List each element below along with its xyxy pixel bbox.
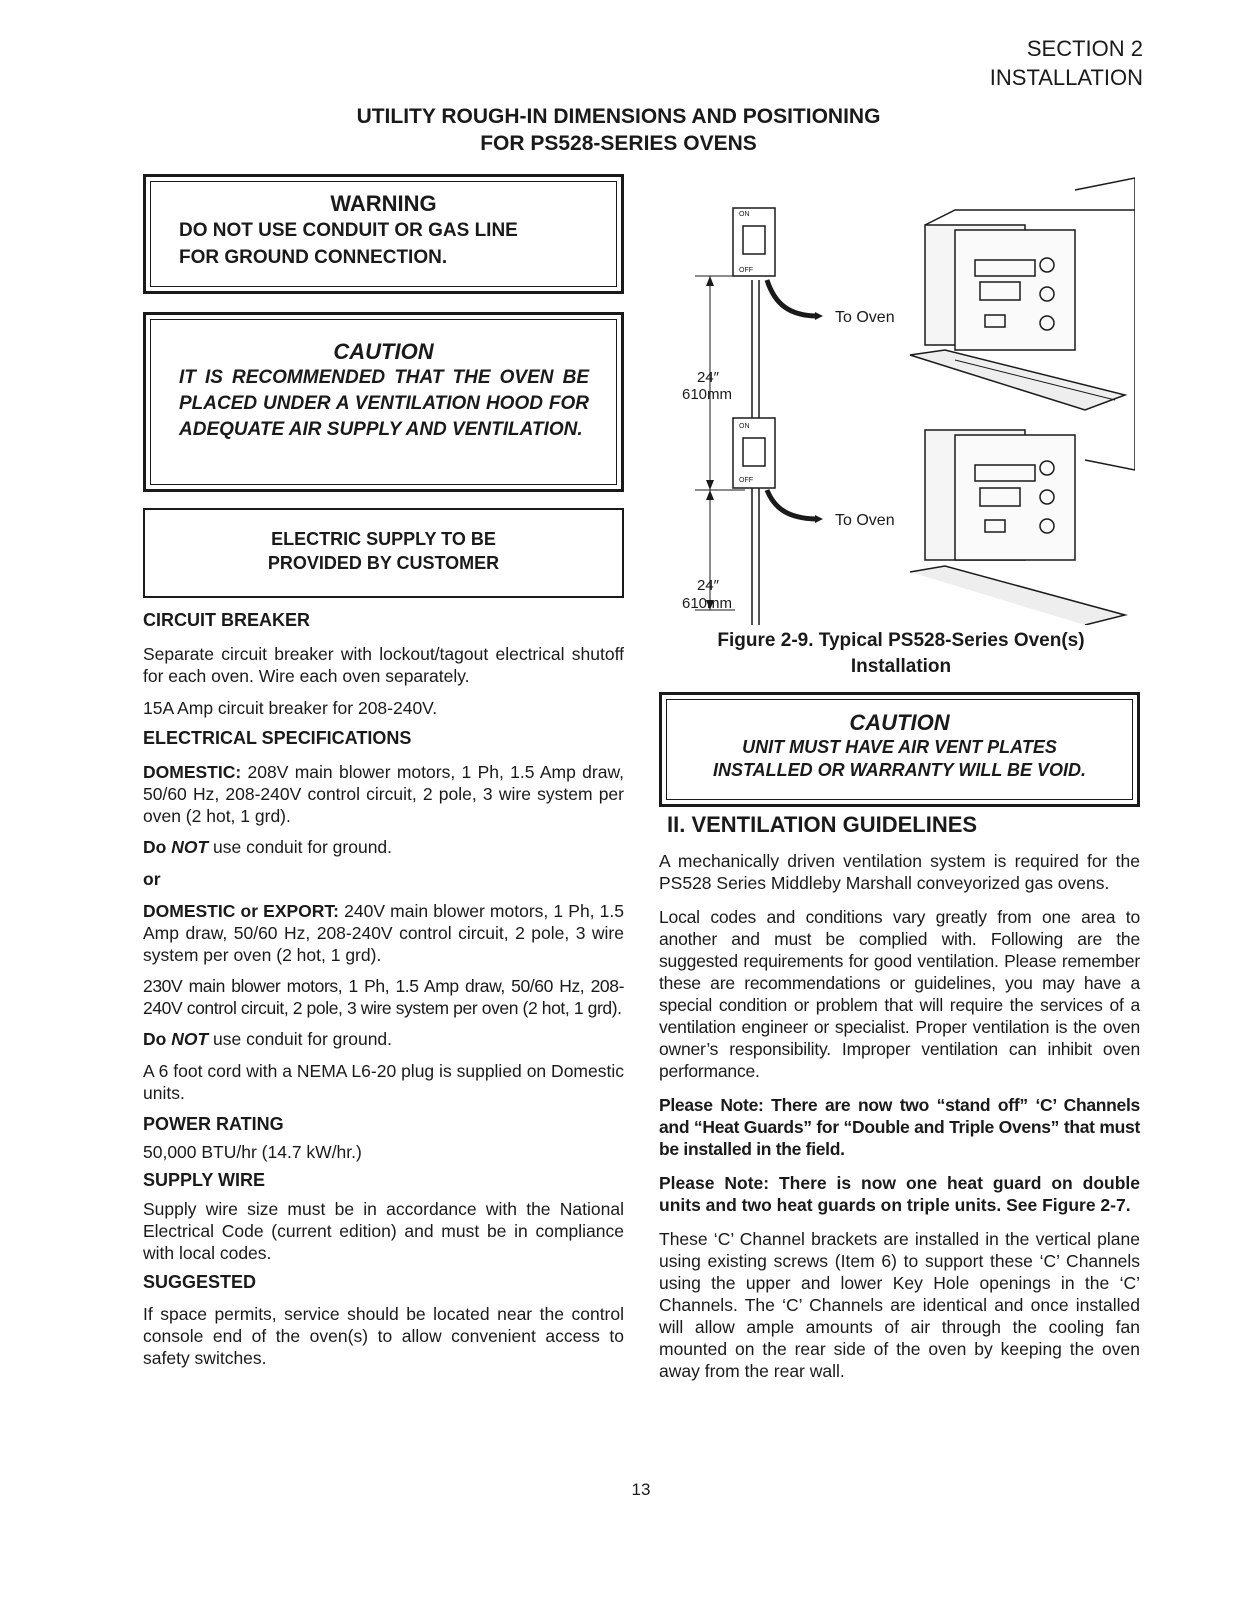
warning-line-1: DO NOT USE CONDUIT OR GAS LINE [179,220,518,241]
domestic-text: 208V main blower motors, 1 Ph, 1.5 Amp draw, 50/60 Hz, 208-240V control circuit, 2 pole, 3 wire system per oven (2 hot, 1 grd). [143,762,624,826]
page-title [0,103,1237,157]
do-label: Do [143,837,172,857]
caution-heading: CAUTION [333,339,434,364]
circuit-breaker-heading: CIRCUIT BREAKER [143,610,311,630]
caution-box-ventilation [143,312,624,492]
power-rating-text: 50,000 BTU/hr (14.7 kW/hr.) [143,1142,362,1162]
switch-on-label-1: ON [739,211,750,218]
caution-2-line-1: UNIT MUST HAVE AIR VENT PLATES [742,737,1057,757]
figure-caption-line-1: Figure 2-9. Typical PS528-Series Oven(s) [717,630,1085,651]
conduit-note-1 [143,836,624,858]
warning-line-2: FOR GROUND CONNECTION. [179,247,448,268]
not-label: NOT [171,837,209,857]
c-channel-text: These ‘C’ Channel brackets are installed in the vertical plane using existing screws (Item 6) to support these ‘C’ Channels using the upper and lower Key Hole openings in the ‘C’ Channels. The ‘C’ Channels are identical and once installed will allow ample amounts of air through the cooling fan mounted on the rear side of the oven by keeping the oven away from the rear wall. [659,1229,1140,1381]
warning-box [143,174,624,294]
switch-on-label-2: ON [739,423,750,430]
power-rating-heading: POWER RATING [143,1114,284,1134]
switch-off-label-2: OFF [739,477,753,484]
circuit-breaker-amp: 15A Amp circuit breaker for 208-240V. [143,698,438,718]
dimension-1-mm: 610mm [682,386,733,403]
conduit-text: use conduit for ground. [208,837,393,857]
supply-wire-text: Supply wire size must be in accordance with the National Electrical Code (current edition) and must be in compliance with local codes. [143,1199,624,1263]
note-c-channels: Please Note: There are now two “stand off” ‘C’ Channels and “Heat Guards” for “Double and Triple Ovens” that must be installed in the field. [659,1095,1140,1159]
to-oven-label-1: To Oven [835,309,895,326]
page-title-line-1: UTILITY ROUGH-IN DIMENSIONS AND POSITIONING [356,105,881,128]
v230-spec: 230V main blower motors, 1 Ph, 1.5 Amp draw, 50/60 Hz, 208-240V control circuit, 2 pole, 3 wire system per oven (2 hot, 1 grd). [143,976,624,1018]
export-text: 240V main blower motors, 1 Ph, 1.5 Amp draw, 50/60 Hz, 208-240V control circuit, 2 pole, 3 wire system per oven (2 hot, 1 grd). [143,901,625,965]
suggested-heading: SUGGESTED [143,1272,257,1292]
figure-caption-line-2: Installation [850,656,952,677]
or-label: or [143,869,161,889]
conduit-note-2 [143,1028,624,1050]
caution-2-heading: CAUTION [849,710,950,735]
right-column [659,850,1140,1382]
domestic-label: DOMESTIC: [143,762,242,782]
to-oven-label-2: To Oven [835,512,895,529]
supply-line-2: PROVIDED BY CUSTOMER [267,553,500,573]
caution-text: IT IS RECOMMENDED THAT THE OVEN BE PLACED UNDER A VENTILATION HOOD FOR ADEQUATE AIR SUPPLY AND VENTILATION. [179,367,589,440]
ventilation-codes: Local codes and conditions vary greatly from one area to another and must be complied with. Following are the suggested requirements for good ventilation. Please remember these are recommendations or guidelines, you may have a special condition or problem that will require the services of a ventilation engineer or specialist. Proper ventilation is the oven owner’s responsibility. Improper ventilation can inhibit oven performance. [659,907,1140,1081]
do-label-2: Do [143,1029,172,1049]
not-label-2: NOT [171,1029,209,1049]
electrical-specifications-heading: ELECTRICAL SPECIFICATIONS [143,728,412,748]
caution-box-vent-plates [659,692,1140,807]
circuit-breaker-text: Separate circuit breaker with lockout/tagout electrical shutoff for each oven. Wire each oven separately. [143,644,624,686]
ventilation-intro: A mechanically driven ventilation system is required for the PS528 Series Middleby Marshall conveyorized gas ovens. [659,851,1140,893]
warning-heading: WARNING [330,191,437,216]
figure-caption [659,628,1143,680]
export-spec [143,900,624,966]
dimension-1-inches: 24″ [697,369,719,386]
ventilation-heading: II. VENTILATION GUIDELINES [667,812,978,837]
section-label: SECTION 2 [1026,36,1143,61]
export-label: DOMESTIC or EXPORT: [143,901,339,921]
page-title-line-2: FOR PS528-SERIES OVENS [480,132,757,155]
electric-supply-box [143,508,624,598]
page-number: 13 [631,1480,651,1499]
caution-2-line-2: INSTALLED OR WARRANTY WILL BE VOID. [713,760,1086,780]
cord-text: A 6 foot cord with a NEMA L6-20 plug is supplied on Domestic units. [143,1061,624,1103]
conduit-text-2: use conduit for ground. [208,1029,393,1049]
note-heat-guard: Please Note: There is now one heat guard on double units and two heat guards on triple units. See Figure 2-7. [659,1173,1140,1215]
subsection-label: INSTALLATION [989,65,1143,90]
oven-installation-figure [655,170,1135,625]
supply-line-1: ELECTRIC SUPPLY TO BE [271,529,496,549]
dimension-2-inches: 24″ [697,577,719,594]
supply-wire-heading: SUPPLY WIRE [143,1170,266,1190]
switch-off-label-1: OFF [739,267,753,274]
suggested-text: If space permits, service should be located near the control console end of the oven(s) to allow convenient access to safety switches. [143,1304,624,1368]
section-header [990,34,1143,92]
dimension-2-mm: 610mm [682,595,733,612]
domestic-spec [143,761,624,827]
left-column [143,610,624,1369]
